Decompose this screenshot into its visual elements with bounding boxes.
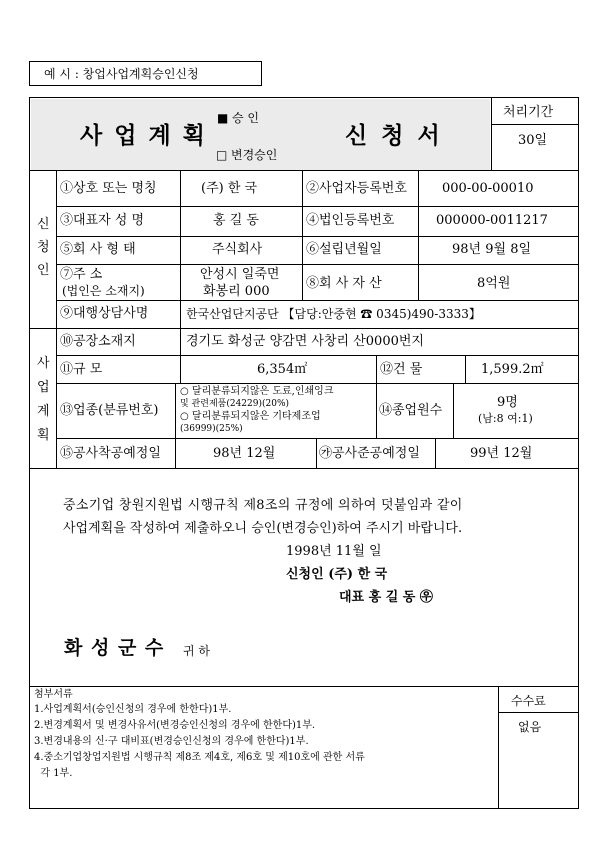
attachments-title: 첨부서류 [34, 689, 73, 700]
attachment-item-3: 3.변경내용의 신·구 대비표(변경승인신청의 경우에 한한다)1부. [34, 736, 309, 747]
agent-value: 한국산업단지공단 【담당:안중현 ☎ 0345)490-3333】 [186, 307, 481, 321]
applicant-section-label-2: 청 [37, 240, 50, 255]
example-label: 예 시 : 창업사업계획승인신청 [44, 67, 199, 81]
type-value: 주식회사 [212, 242, 263, 257]
biz-reg-label: ②사업자등록번호 [306, 181, 407, 196]
industry-label: ⑬업종(분류번호) [60, 403, 159, 418]
business-col-employees [376, 383, 377, 438]
applicant-col-2 [302, 170, 303, 300]
scale-value: 6,354㎡ [257, 362, 308, 377]
attachment-item-4: 4.중소기업창업지원법 시행규칙 제8조 제4호, 제6호 및 제10호에 관한 서류 [34, 752, 365, 763]
business-bottom-line [29, 468, 579, 469]
business-section-divider [56, 328, 57, 468]
applicant-section-label-3: 인 [37, 263, 50, 278]
scale-label: ⑪규 모 [60, 362, 103, 377]
fee-value: 없음 [518, 720, 542, 734]
applicant-col-1 [180, 170, 181, 328]
est-label: ⑥설립년월일 [306, 242, 382, 257]
business-row-3 [56, 438, 579, 439]
rep-label: ③대표자 성 명 [60, 213, 145, 228]
applicant-section-label-1: 신 [37, 217, 50, 232]
industry-line-3: ○ 달리분류되지않은 기타제조업 [180, 411, 321, 422]
applicant-row-2 [56, 236, 579, 237]
employees-detail: (남:8 여:1) [478, 412, 533, 425]
attachment-item-1: 1.사업계획서(승인신청의 경우에 한한다)1부. [34, 704, 232, 715]
building-label: ⑫건 물 [380, 362, 423, 377]
business-row-2 [56, 383, 579, 384]
business-col-employees-val [453, 383, 454, 438]
assets-label: ⑧회 사 자 산 [306, 276, 382, 291]
business-col-end-label [316, 438, 317, 468]
addressee-name: 화 성 군 수 [64, 637, 165, 659]
business-section-label-2: 업 [37, 380, 50, 395]
business-row-1 [56, 355, 579, 356]
start-value: 98년 12월 [213, 446, 276, 461]
business-col-start [175, 438, 176, 468]
approve-checkbox-icon[interactable]: ■ [217, 111, 229, 125]
business-section-label-1: 사 [37, 356, 50, 371]
business-col-scale [376, 355, 377, 383]
company-value: (주) 한 국 [201, 181, 258, 196]
title-left: 사 업 계 획 [80, 122, 207, 149]
processing-label: 처리기간 [503, 105, 554, 120]
addr-label-1: ⑦주 소 [60, 267, 103, 282]
statement-line-2: 사업계획을 작성하여 제출하오니 승인(변경승인)하여 주시기 바랍니다. [63, 521, 463, 536]
applicant-row-1 [56, 206, 579, 207]
site-value: 경기도 화성군 양감면 사창리 산0000번지 [186, 334, 424, 349]
title-right: 신 청 서 [345, 122, 443, 149]
fee-label: 수수료 [511, 694, 546, 708]
processing-sep [491, 124, 578, 125]
industry-line-4: (36999)(25%) [180, 424, 243, 434]
option-approve: 승 인 [232, 111, 259, 125]
business-section-label-3: 계 [37, 404, 50, 419]
attachment-item-2: 2.변경계획서 및 변경사유서(변경승인신청의 경우에 한한다)1부. [34, 720, 316, 731]
est-value: 98년 9월 8일 [452, 242, 532, 257]
option-change: 변경승인 [231, 148, 278, 162]
addressee-suffix: 귀 하 [183, 644, 210, 658]
business-section-label-4: 획 [37, 428, 50, 443]
end-label: ㉮공사준공예정일 [319, 446, 420, 461]
assets-value: 8억원 [477, 276, 511, 291]
attachment-item-5: 각 1부. [34, 768, 73, 779]
addr-value-2: 화봉리 000 [203, 284, 270, 299]
applicant-row-3 [56, 264, 579, 265]
type-label: ⑤회 사 형 태 [60, 242, 136, 257]
employees-value: 9명 [497, 395, 518, 410]
rep-value: 홍 길 동 [213, 213, 259, 228]
business-col-building [465, 355, 466, 383]
header-bottom-line [29, 170, 579, 171]
corp-reg-label: ④법인등록번호 [306, 213, 395, 228]
addr-value-1: 안성시 일죽면 [200, 267, 280, 282]
industry-line-2: 및 관련제품(24229)(20%) [180, 399, 290, 409]
applicant-col-3 [418, 170, 419, 300]
header-divider [491, 98, 492, 170]
site-label: ⑩공장소재지 [60, 334, 136, 349]
statement-date: 1998년 11월 일 [286, 544, 382, 559]
statement-applicant: 신청인 (주) 한 국 [286, 567, 388, 582]
employees-label: ⑭종업원수 [379, 403, 443, 418]
fee-sep [498, 712, 579, 713]
company-label: ①상호 또는 명칭 [60, 181, 157, 196]
statement-line-1: 중소기업 창원지원법 시행규칙 제8조의 규정에 의하여 덧붙임과 같이 [63, 498, 463, 513]
business-col-end [435, 438, 436, 468]
industry-line-1: ○ 달리분류되지않은 도료,인쇄잉크 [180, 386, 334, 397]
business-col-industry [175, 383, 176, 438]
statement-representative: 대표 홍 길 동 ㉾ [339, 590, 433, 605]
applicant-bottom-line [29, 328, 579, 329]
change-checkbox-icon[interactable]: □ [216, 148, 228, 162]
processing-value: 30일 [518, 133, 548, 148]
end-value: 99년 12월 [470, 446, 533, 461]
attachments-top-line [29, 686, 579, 687]
addr-label-2: (법인은 소재지) [62, 284, 145, 298]
applicant-row-4 [56, 300, 579, 301]
applicant-section-divider [56, 170, 57, 328]
business-col-site [180, 328, 181, 383]
fee-divider [498, 686, 499, 808]
building-value: 1,599.2㎡ [481, 362, 544, 377]
corp-reg-value: 000000-0011217 [436, 213, 548, 228]
biz-reg-value: 000-00-00010 [442, 181, 534, 196]
start-label: ⑮공사착공예정일 [60, 446, 161, 461]
agent-label: ⑨대행상담사명 [60, 306, 149, 321]
